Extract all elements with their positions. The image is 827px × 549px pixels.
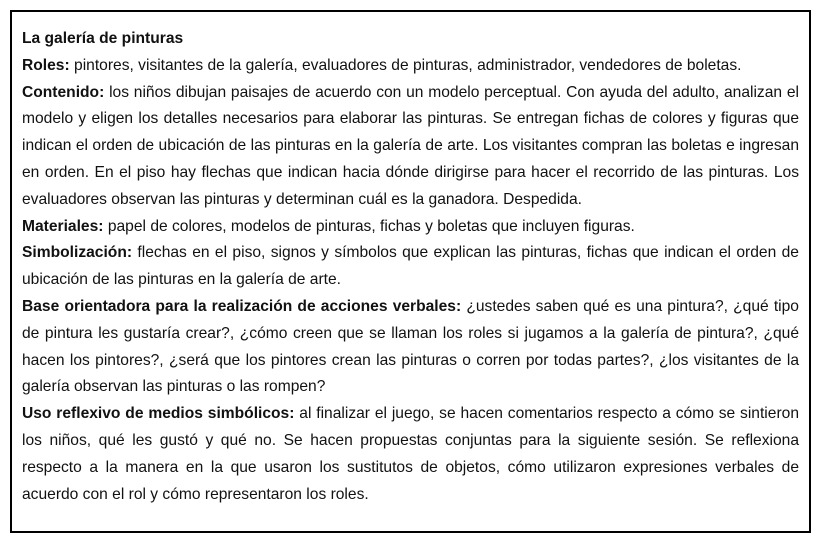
section-text: papel de colores, modelos de pinturas, fichas y boletas que incluyen figuras. xyxy=(107,217,635,235)
section-label: Simbolización: xyxy=(22,244,133,262)
activity-box xyxy=(10,10,811,533)
section-text: los niños dibujan paisajes de acuerdo con un modelo perceptual. Con ayuda del adulto, analizan el modelo y eligen los detalles necesarios para elaborar las pinturas. Se entregan fichas de colores y figuras que indican el orden de ubicación de las pinturas en la galería de arte. Los visitantes compran las boletas e ingresan en orden. En el piso hay flechas que indican hacia dónde dirigirse para hacer el recorrido de las pinturas. Los evaluadores observan las pinturas y determinan cuál es la ganadora. Despedida. xyxy=(22,83,799,208)
section-label: Roles: xyxy=(22,56,70,74)
section-text: ¿ustedes saben qué es una pintura?, ¿qué tipo de pintura les gustaría crear?, ¿cómo creen que se llaman los roles si jugamos a la galería de pintura?, ¿qué hacen los pintores?, ¿será que los pintores crean las pinturas o corren por todas partes?, ¿los visitantes de la galería observan las pinturas o las rompen? xyxy=(22,297,799,396)
section-contenido xyxy=(22,80,799,214)
box-title: La galería de pinturas xyxy=(22,30,184,47)
section-label: Contenido: xyxy=(22,83,105,101)
section-text: pintores, visitantes de la galería, evaluadores de pinturas, administrador, vendedores de boletas. xyxy=(74,56,742,74)
section-label: Materiales: xyxy=(22,217,104,235)
section-roles xyxy=(22,53,799,80)
section-base-orientadora xyxy=(22,294,799,401)
section-simbolizacion xyxy=(22,240,799,294)
section-text: al finalizar el juego, se hacen comentarios respecto a cómo se sintieron los niños, qué les gustó y qué no. Se hacen propuestas conjuntas para la siguiente sesión. Se reflexiona respecto a la manera en la que usaron los sustitutos de objetos, cómo utilizaron expresiones verbales de acuerdo con el rol y cómo representaron los roles. xyxy=(22,405,799,503)
section-materiales xyxy=(22,214,799,241)
section-label: Uso reflexivo de medios simbólicos: xyxy=(22,405,295,423)
section-text: flechas en el piso, signos y símbolos que explican las pinturas, fichas que indican el orden de ubicación de las pinturas en la galería de arte. xyxy=(22,244,799,289)
section-uso-reflexivo xyxy=(22,401,799,508)
section-label: Base orientadora para la realización de acciones verbales: xyxy=(22,297,462,315)
